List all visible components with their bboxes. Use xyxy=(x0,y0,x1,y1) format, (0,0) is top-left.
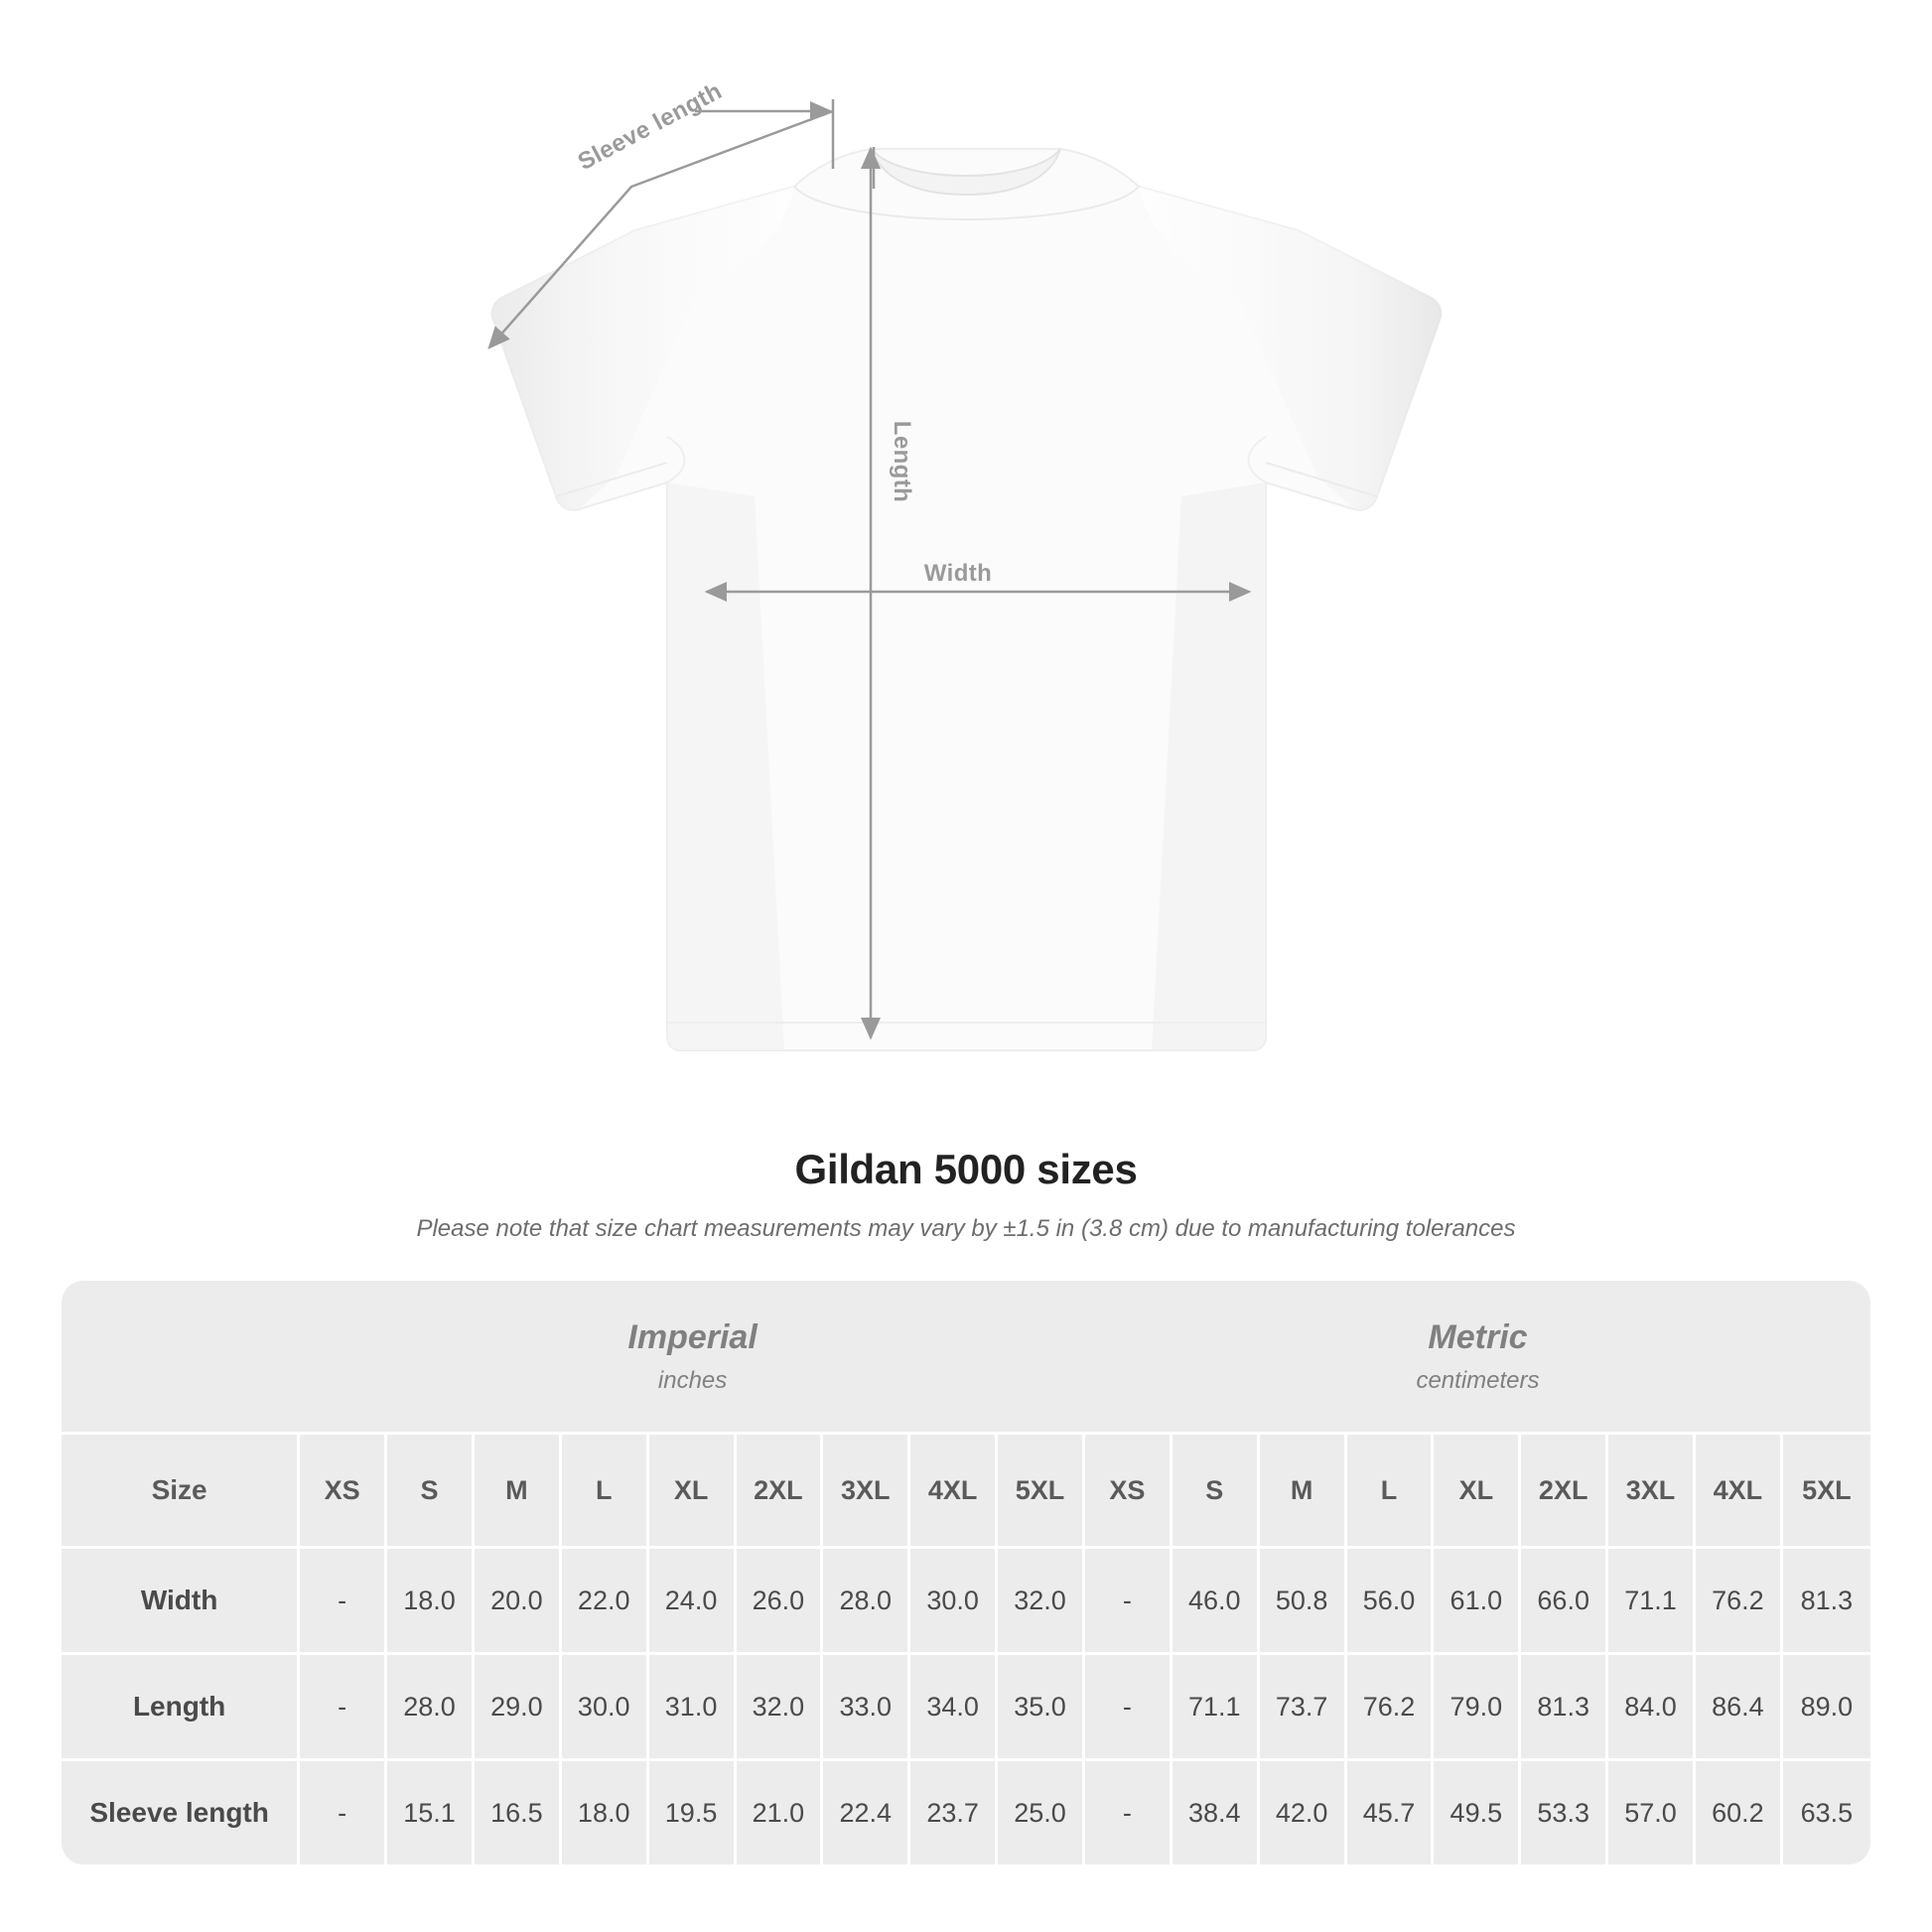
cell-width-metric-xs: - xyxy=(1085,1549,1173,1655)
row-label-width: Width xyxy=(62,1549,300,1655)
cell-length-imperial-2xl: 32.0 xyxy=(737,1655,824,1761)
cell-length-metric-4xl: 86.4 xyxy=(1696,1655,1783,1761)
sleeve-length-label: Sleeve length xyxy=(573,77,727,177)
table-row xyxy=(62,1761,1870,1864)
size-header-metric-5xl: 5XL xyxy=(1783,1435,1870,1549)
cell-width-imperial-2xl: 26.0 xyxy=(737,1549,824,1655)
size-header-metric-s: S xyxy=(1173,1435,1260,1549)
size-header-metric-2xl: 2XL xyxy=(1521,1435,1608,1549)
cell-width-imperial-xs: - xyxy=(300,1549,387,1655)
size-header-imperial-xs: XS xyxy=(300,1435,387,1549)
cell-sleeve-length-imperial-xs: - xyxy=(300,1761,387,1864)
cell-width-imperial-4xl: 30.0 xyxy=(910,1549,998,1655)
cell-width-metric-s: 46.0 xyxy=(1173,1549,1260,1655)
size-header-metric-m: M xyxy=(1260,1435,1347,1549)
cell-length-imperial-l: 30.0 xyxy=(562,1655,649,1761)
cell-sleeve-length-metric-xs: - xyxy=(1085,1761,1173,1864)
size-header-imperial-3xl: 3XL xyxy=(823,1435,910,1549)
metric-header-cell xyxy=(1085,1281,1870,1435)
cell-sleeve-length-imperial-3xl: 22.4 xyxy=(823,1761,910,1864)
title-block xyxy=(0,1146,1932,1243)
cell-width-metric-xl: 61.0 xyxy=(1434,1549,1521,1655)
cell-length-imperial-xs: - xyxy=(300,1655,387,1761)
metric-unit-label: centimeters xyxy=(1416,1366,1540,1394)
cell-sleeve-length-imperial-xl: 19.5 xyxy=(649,1761,737,1864)
width-label: Width xyxy=(923,560,993,587)
cell-length-imperial-5xl: 35.0 xyxy=(998,1655,1085,1761)
cell-width-imperial-s: 18.0 xyxy=(387,1549,475,1655)
cell-width-metric-5xl: 81.3 xyxy=(1783,1549,1870,1655)
size-corner-label: Size xyxy=(62,1435,300,1549)
cell-sleeve-length-metric-s: 38.4 xyxy=(1173,1761,1260,1864)
cell-length-imperial-3xl: 33.0 xyxy=(823,1655,910,1761)
size-header-imperial-xl: XL xyxy=(649,1435,737,1549)
cell-width-metric-m: 50.8 xyxy=(1260,1549,1347,1655)
cell-length-imperial-s: 28.0 xyxy=(387,1655,475,1761)
size-header-imperial-2xl: 2XL xyxy=(737,1435,824,1549)
metric-system-label: Metric xyxy=(1428,1317,1528,1356)
cell-sleeve-length-metric-5xl: 63.5 xyxy=(1783,1761,1870,1864)
cell-width-imperial-m: 20.0 xyxy=(475,1549,562,1655)
cell-length-metric-xl: 79.0 xyxy=(1434,1655,1521,1761)
cell-width-imperial-l: 22.0 xyxy=(562,1549,649,1655)
imperial-header-cell xyxy=(300,1281,1085,1435)
imperial-system-label: Imperial xyxy=(627,1317,758,1356)
unit-header-row xyxy=(62,1281,1870,1435)
tshirt-shape xyxy=(491,149,1441,1050)
cell-width-imperial-5xl: 32.0 xyxy=(998,1549,1085,1655)
size-header-metric-4xl: 4XL xyxy=(1696,1435,1783,1549)
cell-length-metric-m: 73.7 xyxy=(1260,1655,1347,1761)
table-row xyxy=(62,1549,1870,1655)
size-header-row xyxy=(62,1435,1870,1549)
page-title: Gildan 5000 sizes xyxy=(794,1146,1138,1192)
size-header-imperial-4xl: 4XL xyxy=(910,1435,998,1549)
cell-length-metric-l: 76.2 xyxy=(1347,1655,1435,1761)
cell-width-imperial-3xl: 28.0 xyxy=(823,1549,910,1655)
cell-sleeve-length-metric-4xl: 60.2 xyxy=(1696,1761,1783,1864)
cell-sleeve-length-imperial-4xl: 23.7 xyxy=(910,1761,998,1864)
size-header-imperial-l: L xyxy=(562,1435,649,1549)
cell-width-imperial-xl: 24.0 xyxy=(649,1549,737,1655)
size-header-metric-xl: XL xyxy=(1434,1435,1521,1549)
cell-sleeve-length-metric-3xl: 57.0 xyxy=(1608,1761,1696,1864)
cell-length-metric-3xl: 84.0 xyxy=(1608,1655,1696,1761)
size-chart-table xyxy=(62,1281,1870,1864)
length-label: Length xyxy=(889,420,915,503)
row-label-sleeve-length: Sleeve length xyxy=(62,1761,300,1864)
cell-sleeve-length-metric-xl: 49.5 xyxy=(1434,1761,1521,1864)
cell-sleeve-length-imperial-s: 15.1 xyxy=(387,1761,475,1864)
cell-sleeve-length-imperial-5xl: 25.0 xyxy=(998,1761,1085,1864)
size-header-imperial-m: M xyxy=(475,1435,562,1549)
cell-sleeve-length-imperial-l: 18.0 xyxy=(562,1761,649,1864)
cell-sleeve-length-metric-l: 45.7 xyxy=(1347,1761,1435,1864)
cell-length-metric-xs: - xyxy=(1085,1655,1173,1761)
imperial-unit-label: inches xyxy=(657,1366,728,1394)
cell-length-imperial-m: 29.0 xyxy=(475,1655,562,1761)
size-header-metric-l: L xyxy=(1347,1435,1435,1549)
cell-width-metric-l: 56.0 xyxy=(1347,1549,1435,1655)
table-row xyxy=(62,1655,1870,1761)
row-label-length: Length xyxy=(62,1655,300,1761)
cell-width-metric-4xl: 76.2 xyxy=(1696,1549,1783,1655)
cell-sleeve-length-imperial-2xl: 21.0 xyxy=(737,1761,824,1864)
size-header-metric-3xl: 3XL xyxy=(1608,1435,1696,1549)
unit-corner-cell xyxy=(62,1281,300,1435)
size-header-imperial-5xl: 5XL xyxy=(998,1435,1085,1549)
cell-width-metric-3xl: 71.1 xyxy=(1608,1549,1696,1655)
cell-sleeve-length-metric-m: 42.0 xyxy=(1260,1761,1347,1864)
cell-width-metric-2xl: 66.0 xyxy=(1521,1549,1608,1655)
cell-length-metric-2xl: 81.3 xyxy=(1521,1655,1608,1761)
cell-length-metric-5xl: 89.0 xyxy=(1783,1655,1870,1761)
tolerance-note: Please note that size chart measurements may vary by ±1.5 in (3.8 cm) due to manufacturing tolerances xyxy=(416,1215,1516,1242)
size-header-metric-xs: XS xyxy=(1085,1435,1173,1549)
cell-length-metric-s: 71.1 xyxy=(1173,1655,1260,1761)
size-chart-table-wrap xyxy=(62,1281,1870,1864)
cell-sleeve-length-imperial-m: 16.5 xyxy=(475,1761,562,1864)
size-header-imperial-s: S xyxy=(387,1435,475,1549)
cell-length-imperial-xl: 31.0 xyxy=(649,1655,737,1761)
cell-sleeve-length-metric-2xl: 53.3 xyxy=(1521,1761,1608,1864)
cell-length-imperial-4xl: 34.0 xyxy=(910,1655,998,1761)
